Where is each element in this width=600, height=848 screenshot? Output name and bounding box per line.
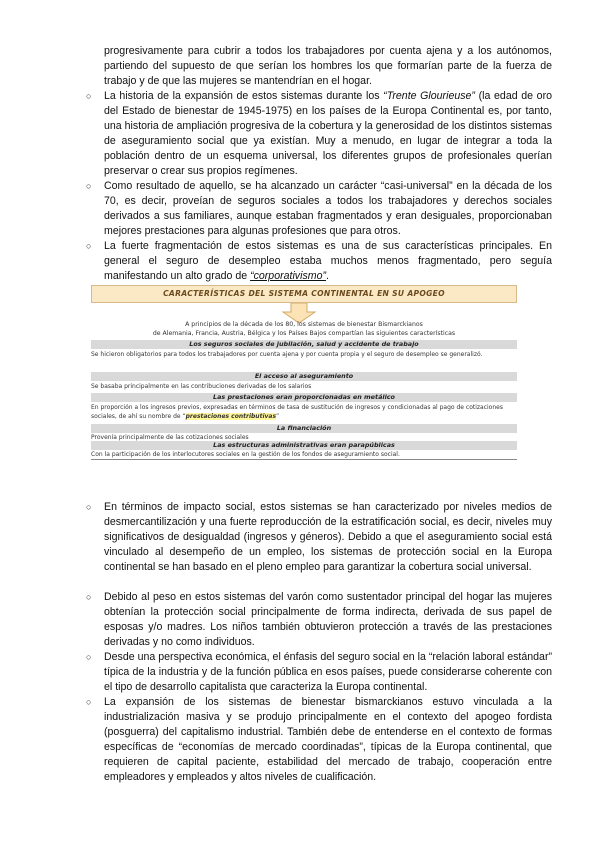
paragraph-intro-continuation: progresivamente para cubrir a todos los trabajadores por cuenta ajena y a los autónomos, partiendo del supuesto de que serían los hombres los que formarían parte de la fuerza de trabajo y de que las mujeres se mantendrían en el hogar.	[104, 45, 552, 87]
emphasis-corporativismo: “corporativismo”	[250, 270, 326, 282]
emphasis-trente-glourieuse: “Trente Glourieuse”	[383, 90, 475, 102]
highlight-prestaciones-contributivas: prestaciones contributivas	[185, 413, 277, 420]
bullet-marker: ○	[86, 181, 92, 191]
figure-heading-prestaciones: Las prestaciones eran proporcionadas en metálico	[91, 393, 517, 402]
paragraph-fragmentacion: La fuerte fragmentación de estos sistemas es una de sus características principales. En general el seguro de desempleo estaba muchos menos fragmentado, pero seguía manifestando un alto grado de “corporativismo”.	[104, 240, 552, 282]
paragraph-perspectiva-economica: Desde una perspectiva económica, el énfasis del seguro social en la “relación laboral estándar” típica de la industria y de la función pública en esos países, puede considerarse coherente con el tipo de desarrollo capitalista que caracteriza la Europa continental.	[104, 651, 552, 693]
figure-bottom-rule	[91, 459, 517, 460]
figure-text-estructuras: Con la participación de los interlocutores sociales en la gestión de los fondos de aseguramiento social.	[91, 451, 400, 458]
figure-intro-line2: de Alemania, Francia, Austria, Bélgica y los Países Bajos compartían las siguientes características	[152, 330, 456, 337]
figure-caracteristicas	[91, 283, 517, 458]
paragraph-peso-varon: Debido al peso en estos sistemas del varón como sustentador principal del hogar las mujeres obtenían la protección social principalmente de forma indirecta, derivada de sus papel de esposas y/o madres. Los niños también obtuvieron protección a través de las prestaciones derivadas y no como individuos.	[104, 591, 552, 648]
figure-text-acceso: Se basaba principalmente en las contribuciones derivadas de los salarios	[91, 383, 312, 390]
bullet-marker: ○	[86, 502, 92, 512]
figure-heading-financiacion: La financiación	[91, 424, 517, 433]
figure-text-prestaciones: En proporción a los ingresos previos, expresadas en términos de tasa de sustitución de ingresos y condicionadas al pago de cotizaciones sociales, de ahí su nombre de “prestaciones contributivas”	[91, 404, 503, 420]
bullet-marker: ○	[86, 652, 92, 662]
figure-heading-acceso: El acceso al aseguramiento	[91, 372, 517, 381]
paragraph-trente-glorieuses: La historia de la expansión de estos sistemas durante los “Trente Glourieuse” (la edad de oro del Estado de bienestar de 1945-1975) en los países de la Europa Continental es, por tanto, una historia de ampliación progresiva de la cobertura y la generosidad de los distintos sistemas de aseguramiento social que ya existían. Muy a menudo, en lugar de integrar a toda la población dentro de un esquema universal, los diferentes grupos de profesionales querían preservar o crear sus propios regímenes.	[104, 90, 552, 177]
paragraph-impacto-social: En términos de impacto social, estos sistemas se han caracterizado por niveles medios de desmercantilización y una fuerte reproducción de la estratificación social, es decir, niveles muy significativos de desigualdad (ingresos y géneros). Debido a que el aseguramiento social está vinculado al desempeño de un empleo, los sistemas de protección social en la Europa continental se han basado en el pleno empleo para garantizar la cobertura social universal.	[104, 501, 552, 573]
paragraph-expansion-bismarckiana: La expansión de los sistemas de bienestar bismarckianos estuvo vinculada a la industrialización masiva y se produjo principalmente en el contexto del apogeo fordista (posguerra) del capitalismo industrial. También debe de entenderse en el contexto de formas específicas de “economías de mercado coordinadas”, típicas de la Europa continental, que requieren de capital paciente, estabilidad del mercado de trabajo, cooperación entre empleadores y empleados y altos niveles de cualificación.	[104, 696, 552, 783]
bullet-marker: ○	[86, 592, 92, 602]
bullet-marker: ○	[86, 91, 92, 101]
figure-heading-estructuras: Las estructuras administrativas eran parapúblicas	[91, 441, 517, 450]
bullet-marker: ○	[86, 697, 92, 707]
figure-title: CARACTERÍSTICAS DEL SISTEMA CONTINENTAL EN SU APOGEO	[91, 285, 517, 303]
figure-text-seguros: Se hicieron obligatorios para todos los trabajadores por cuenta ajena y por cuenta propia y el seguro de desempleo se generalizó.	[91, 351, 483, 358]
figure-heading-seguros: Los seguros sociales de jubilación, salud y accidente de trabajo	[91, 340, 517, 349]
figure-text-financiacion: Provenía principalmente de las cotizaciones sociales	[91, 434, 249, 441]
bullet-marker: ○	[86, 241, 92, 251]
paragraph-casi-universal: Como resultado de aquello, se ha alcanzado un carácter “casi-universal” en la década de los 70, es decir, proveían de seguros sociales a todos los trabajadores y derechos sociales derivados a sus familiares, aunque estaban fragmentados y eran desiguales, proporcionaban mejores prestaciones para algunas profesiones que para otros.	[104, 180, 552, 237]
figure-intro-line1: A principios de la década de los 80, los sistemas de bienestar Bismarckianos	[185, 321, 423, 328]
